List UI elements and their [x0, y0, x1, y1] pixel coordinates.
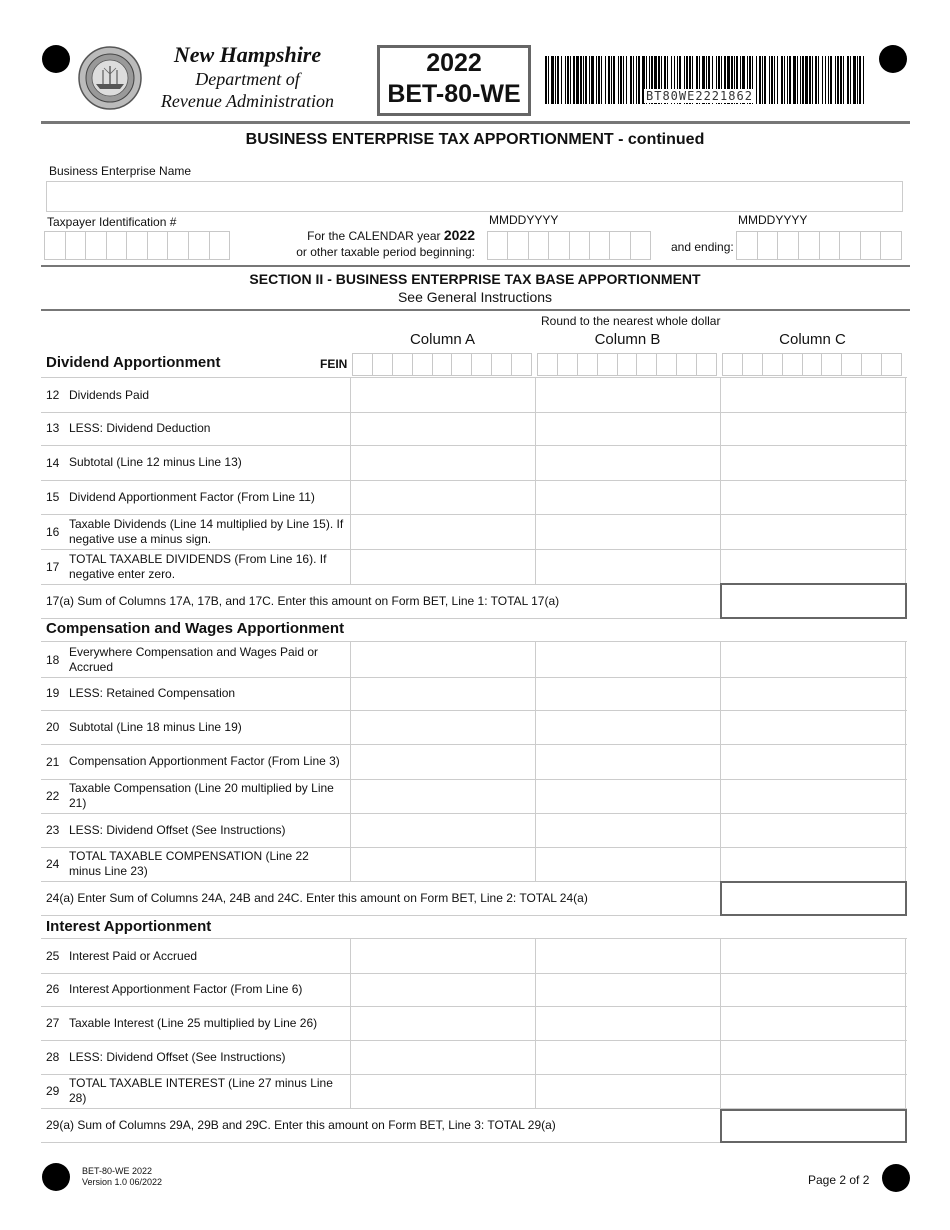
line-number: 21	[46, 754, 60, 769]
line-19-column-c-input[interactable]	[720, 676, 906, 710]
barcode-bar	[822, 56, 823, 104]
registration-mark-bottom-left	[42, 1163, 70, 1191]
total-17a-label: 17(a) Sum of Columns 17A, 17B, and 17C. Enter this amount on Form BET, Line 1: TOTAL 17(a)	[46, 594, 560, 608]
line-20-column-a-input[interactable]	[350, 710, 536, 744]
line-16-row	[41, 514, 907, 550]
line-description: Taxable Dividends (Line 14 multiplied by Line 15). If negative use a minus sign.	[69, 516, 344, 546]
barcode-bar	[859, 56, 861, 104]
calendar-year-value: 2022	[443, 227, 475, 243]
barcode-bar	[771, 56, 773, 104]
line-19-column-b-input[interactable]	[535, 676, 721, 710]
column-a-header: Column A	[409, 331, 476, 348]
total-29a-label: 29(a) Sum of Columns 29A, 29B and 29C. Enter this amount on Form BET, Line 3: TOTAL 29(a)	[46, 1118, 556, 1132]
barcode-bar	[576, 56, 579, 104]
barcode-bar	[589, 56, 590, 104]
form-number: BET-80-WE	[387, 80, 521, 108]
line-21-column-c-input[interactable]	[720, 744, 906, 779]
fein-input-column-c[interactable]	[722, 353, 902, 376]
line-24-column-b-input[interactable]	[535, 847, 721, 881]
barcode-bar	[863, 56, 864, 104]
registration-mark-bottom-right	[882, 1164, 910, 1192]
line-13-column-b-input[interactable]	[535, 411, 721, 445]
total-24a-label: 24(a) Enter Sum of Columns 24A, 24B and 24C. Enter this amount on Form BET, Line 2: TOTAL 24(a)	[46, 891, 588, 905]
barcode-bar	[620, 56, 622, 104]
barcode-bar	[815, 56, 817, 104]
barcode-bar	[830, 56, 832, 104]
line-description: TOTAL TAXABLE INTEREST (Line 27 minus Line 28)	[69, 1076, 333, 1105]
line-description: Dividends Paid	[69, 387, 150, 402]
section-title: SECTION II - BUSINESS ENTERPRISE TAX BASE APPORTIONMENT	[249, 271, 701, 287]
barcode-bar	[853, 56, 856, 104]
barcode-bar	[756, 56, 757, 104]
line-17-column-a-input[interactable]	[350, 549, 536, 584]
line-15-column-a-input[interactable]	[350, 480, 536, 514]
barcode-bar	[847, 56, 849, 104]
barcode-bar	[567, 56, 569, 104]
line-19-row	[41, 676, 907, 711]
barcode-bar	[608, 56, 610, 104]
line-28-column-b-input[interactable]	[535, 1040, 721, 1074]
barcode-bar	[623, 56, 624, 104]
line-29-label	[46, 1074, 346, 1108]
line-28-column-c-input[interactable]	[720, 1040, 906, 1074]
line-15-row	[41, 480, 907, 515]
line-18-column-c-input[interactable]	[720, 642, 906, 677]
line-16-label	[46, 514, 346, 549]
barcode-bar	[545, 56, 547, 104]
line-20-row	[41, 710, 907, 745]
line-26-column-a-input[interactable]	[350, 972, 536, 1006]
registration-mark-top-right	[879, 45, 907, 73]
barcode-bar	[555, 56, 556, 104]
barcode-bar	[789, 56, 791, 104]
line-number: 28	[46, 1050, 60, 1064]
line-28-column-a-input[interactable]	[350, 1040, 536, 1074]
barcode-bar	[818, 56, 819, 104]
period-beginning-label: or other taxable period beginning:	[296, 245, 475, 259]
barcode-number: BT80WE2221862	[646, 89, 753, 103]
line-description: LESS: Retained Compensation	[69, 685, 236, 700]
ending-label: and ending:	[671, 240, 734, 254]
department-line-2: Revenue Administration	[160, 91, 335, 111]
barcode-bar	[787, 56, 788, 104]
line-description: TOTAL TAXABLE DIVIDENDS (From Line 16). If negative enter zero.	[69, 551, 327, 581]
line-24-row	[41, 847, 907, 882]
barcode-bar	[638, 56, 640, 104]
barcode-bar	[809, 56, 811, 104]
line-17-row	[41, 549, 907, 585]
line-description: Subtotal (Line 18 minus Line 19)	[69, 719, 242, 734]
line-14-label	[46, 445, 346, 480]
line-12-column-c-input[interactable]	[720, 378, 906, 412]
line-18-column-b-input[interactable]	[535, 642, 721, 677]
line-25-row	[41, 938, 907, 974]
footer-form-info	[82, 1166, 162, 1188]
barcode-bar	[618, 56, 619, 104]
barcode-bar	[626, 56, 627, 104]
line-16-column-b-input[interactable]	[535, 514, 721, 549]
line-description: Everywhere Compensation and Wages Paid or Accrued	[69, 644, 319, 674]
barcode-bar	[805, 56, 808, 104]
calendar-label-text: For the CALENDAR year	[307, 229, 441, 243]
line-17-column-c-input[interactable]	[720, 549, 906, 584]
barcode-bar	[561, 56, 562, 104]
line-27-row	[41, 1006, 907, 1041]
barcode-bar	[551, 56, 554, 104]
line-14-column-b-input[interactable]	[535, 445, 721, 480]
form-id-box	[377, 45, 531, 116]
barcode-bar	[800, 56, 801, 104]
barcode-bar	[762, 56, 763, 104]
barcode-bar	[793, 56, 796, 104]
line-12-column-a-input[interactable]	[350, 378, 536, 412]
line-17-label	[46, 549, 346, 584]
barcode-bar	[850, 56, 851, 104]
dividend-heading: Dividend Apportionment	[46, 354, 221, 371]
calendar-year-label	[270, 227, 475, 243]
line-22-column-a-input[interactable]	[350, 779, 536, 813]
line-22-row	[41, 779, 907, 814]
line-description: Taxable Compensation (Line 20 multiplied by Line 21)	[69, 781, 334, 810]
fein-label: FEIN	[320, 357, 348, 371]
department-line-1: Department of	[195, 69, 300, 89]
line-18-label	[46, 642, 346, 677]
line-22-column-c-input[interactable]	[720, 779, 906, 813]
barcode-bar	[630, 56, 632, 104]
line-29-column-c-input[interactable]	[720, 1074, 906, 1108]
line-16-column-a-input[interactable]	[350, 514, 536, 549]
line-20-label	[46, 710, 346, 744]
line-19-column-a-input[interactable]	[350, 676, 536, 710]
line-18-row	[41, 641, 907, 678]
line-description: Dividend Apportionment Factor (From Line 11)	[69, 489, 315, 504]
line-description: Taxable Interest (Line 25 multiplied by Line 26)	[69, 1015, 318, 1030]
barcode-bar	[769, 56, 770, 104]
line-29-row	[41, 1074, 907, 1109]
agency-name	[140, 42, 355, 112]
barcode-bar	[548, 56, 549, 104]
barcode-bar	[828, 56, 829, 104]
line-13-column-c-input[interactable]	[720, 411, 906, 445]
barcode-bar	[843, 56, 844, 104]
line-number: 27	[46, 1016, 60, 1030]
barcode-bar	[580, 56, 582, 104]
line-number: 26	[46, 982, 60, 996]
line-26-column-b-input[interactable]	[535, 972, 721, 1006]
line-23-column-c-input[interactable]	[720, 813, 906, 847]
barcode-bar	[601, 56, 602, 104]
section-rule-bottom	[41, 309, 910, 311]
line-27-column-c-input[interactable]	[720, 1006, 906, 1040]
line-number: 23	[46, 823, 60, 837]
barcode-bar	[570, 56, 571, 104]
round-note: Round to the nearest whole dollar	[541, 314, 721, 328]
line-description: Interest Paid or Accrued	[69, 948, 198, 963]
barcode-bar	[573, 56, 575, 104]
line-15-label	[46, 480, 346, 514]
barcode-bar	[812, 56, 813, 104]
column-b-header: Column B	[594, 331, 661, 348]
line-25-label	[46, 939, 346, 973]
barcode-bar	[857, 56, 858, 104]
total-29a-input[interactable]	[720, 1109, 907, 1143]
line-14-row	[41, 445, 907, 481]
line-number: 22	[46, 789, 60, 803]
barcode-bar	[598, 56, 600, 104]
business-name-input[interactable]	[46, 181, 903, 212]
section-subtitle: See General Instructions	[397, 289, 553, 305]
barcode-bar	[774, 56, 775, 104]
line-description: Compensation Apportionment Factor (From Line 3)	[69, 754, 340, 768]
barcode-bar	[777, 56, 778, 104]
barcode-bar	[605, 56, 606, 104]
line-description: Subtotal (Line 12 minus Line 13)	[69, 455, 242, 469]
line-29-column-b-input[interactable]	[535, 1074, 721, 1108]
barcode-bar	[825, 56, 826, 104]
line-21-column-b-input[interactable]	[535, 744, 721, 779]
line-26-column-c-input[interactable]	[720, 972, 906, 1006]
line-24-label	[46, 847, 346, 881]
line-number: 29	[46, 1084, 60, 1098]
line-17-column-b-input[interactable]	[535, 549, 721, 584]
barcode-bar	[565, 56, 566, 104]
barcode	[544, 56, 866, 106]
barcode-bar	[835, 56, 836, 104]
line-18-column-a-input[interactable]	[350, 642, 536, 677]
line-27-column-b-input[interactable]	[535, 1006, 721, 1040]
line-number: 17	[46, 559, 60, 574]
line-14-column-c-input[interactable]	[720, 445, 906, 480]
line-23-label	[46, 813, 346, 847]
line-12-row	[41, 377, 907, 413]
end-date-format: MMDDYYYY	[738, 213, 808, 227]
barcode-bar	[781, 56, 783, 104]
period-end-date-input[interactable]	[736, 231, 902, 260]
line-27-column-a-input[interactable]	[350, 1006, 536, 1040]
line-13-column-a-input[interactable]	[350, 411, 536, 445]
footer-form-line: BET-80-WE 2022	[82, 1166, 153, 1176]
fein-input-column-b[interactable]	[537, 353, 717, 376]
barcode-bar	[591, 56, 594, 104]
barcode-bar	[611, 56, 612, 104]
line-15-column-c-input[interactable]	[720, 480, 906, 514]
line-12-column-b-input[interactable]	[535, 378, 721, 412]
line-26-label	[46, 972, 346, 1006]
column-c-header: Column C	[779, 331, 846, 348]
header-rule	[41, 121, 910, 124]
barcode-bar	[764, 56, 766, 104]
begin-date-format: MMDDYYYY	[489, 213, 559, 227]
business-name-label: Business Enterprise Name	[49, 164, 192, 178]
barcode-bar	[759, 56, 761, 104]
compensation-heading: Compensation and Wages Apportionment	[46, 620, 345, 637]
period-begin-date-input[interactable]	[487, 231, 651, 260]
line-24-column-a-input[interactable]	[350, 847, 536, 881]
state-name: New Hampshire	[173, 42, 322, 67]
barcode-bar	[557, 56, 559, 104]
line-12-label	[46, 378, 346, 412]
section-rule-top	[41, 265, 910, 267]
state-seal-icon	[78, 46, 142, 110]
line-number: 13	[46, 421, 60, 435]
barcode-bar	[585, 56, 587, 104]
tin-label: Taxpayer Identification #	[47, 215, 177, 229]
line-number: 20	[46, 720, 60, 734]
barcode-bar	[636, 56, 637, 104]
line-description: LESS: Dividend Offset (See Instructions)	[69, 1049, 286, 1064]
barcode-bar	[797, 56, 798, 104]
line-22-column-b-input[interactable]	[535, 779, 721, 813]
line-25-column-b-input[interactable]	[535, 939, 721, 973]
footer-version: Version 1.0 06/2022	[82, 1177, 163, 1187]
line-25-column-a-input[interactable]	[350, 939, 536, 973]
line-number: 12	[46, 388, 60, 402]
line-22-label	[46, 779, 346, 813]
barcode-bar	[633, 56, 634, 104]
page-number: Page 2 of 2	[808, 1173, 870, 1187]
line-23-column-a-input[interactable]	[350, 813, 536, 847]
form-year: 2022	[426, 49, 482, 77]
line-23-row	[41, 813, 907, 848]
line-21-label	[46, 744, 346, 779]
registration-mark-top-left	[42, 45, 70, 73]
interest-heading: Interest Apportionment	[46, 918, 212, 935]
barcode-bar	[802, 56, 804, 104]
line-description: TOTAL TAXABLE COMPENSATION (Line 22 minus Line 23)	[69, 849, 309, 878]
line-19-label	[46, 676, 346, 710]
line-16-column-c-input[interactable]	[720, 514, 906, 549]
line-27-label	[46, 1006, 346, 1040]
line-23-column-b-input[interactable]	[535, 813, 721, 847]
total-17a-input[interactable]	[720, 583, 907, 619]
line-28-row	[41, 1040, 907, 1075]
line-13-row	[41, 411, 907, 446]
line-number: 25	[46, 949, 60, 963]
form-title: BUSINESS ENTERPRISE TAX APPORTIONMENT - continued	[245, 131, 705, 148]
barcode-bar	[613, 56, 615, 104]
line-number: 19	[46, 686, 60, 700]
line-29-column-a-input[interactable]	[350, 1074, 536, 1108]
line-13-label	[46, 411, 346, 445]
line-28-label	[46, 1040, 346, 1074]
line-number: 15	[46, 490, 60, 504]
barcode-bar	[596, 56, 597, 104]
barcode-bar	[840, 56, 842, 104]
line-15-column-b-input[interactable]	[535, 480, 721, 514]
fein-input-column-a[interactable]	[352, 353, 532, 376]
line-description: Interest Apportionment Factor (From Line 6)	[69, 981, 303, 996]
barcode-bar	[837, 56, 839, 104]
total-24a-input[interactable]	[720, 881, 907, 916]
barcode-bar	[583, 56, 584, 104]
line-25-column-c-input[interactable]	[720, 939, 906, 973]
line-21-row	[41, 744, 907, 780]
line-description: LESS: Dividend Deduction	[69, 420, 211, 435]
tin-input[interactable]	[44, 231, 230, 260]
line-number: 18	[46, 652, 60, 667]
line-14-column-a-input[interactable]	[350, 445, 536, 480]
line-number: 24	[46, 857, 60, 871]
line-number: 14	[46, 455, 60, 470]
line-24-column-c-input[interactable]	[720, 847, 906, 881]
line-description: LESS: Dividend Offset (See Instructions)	[69, 822, 286, 837]
line-20-column-c-input[interactable]	[720, 710, 906, 744]
line-21-column-a-input[interactable]	[350, 744, 536, 779]
line-20-column-b-input[interactable]	[535, 710, 721, 744]
barcode-bar	[784, 56, 785, 104]
line-number: 16	[46, 524, 60, 539]
line-26-row	[41, 972, 907, 1007]
